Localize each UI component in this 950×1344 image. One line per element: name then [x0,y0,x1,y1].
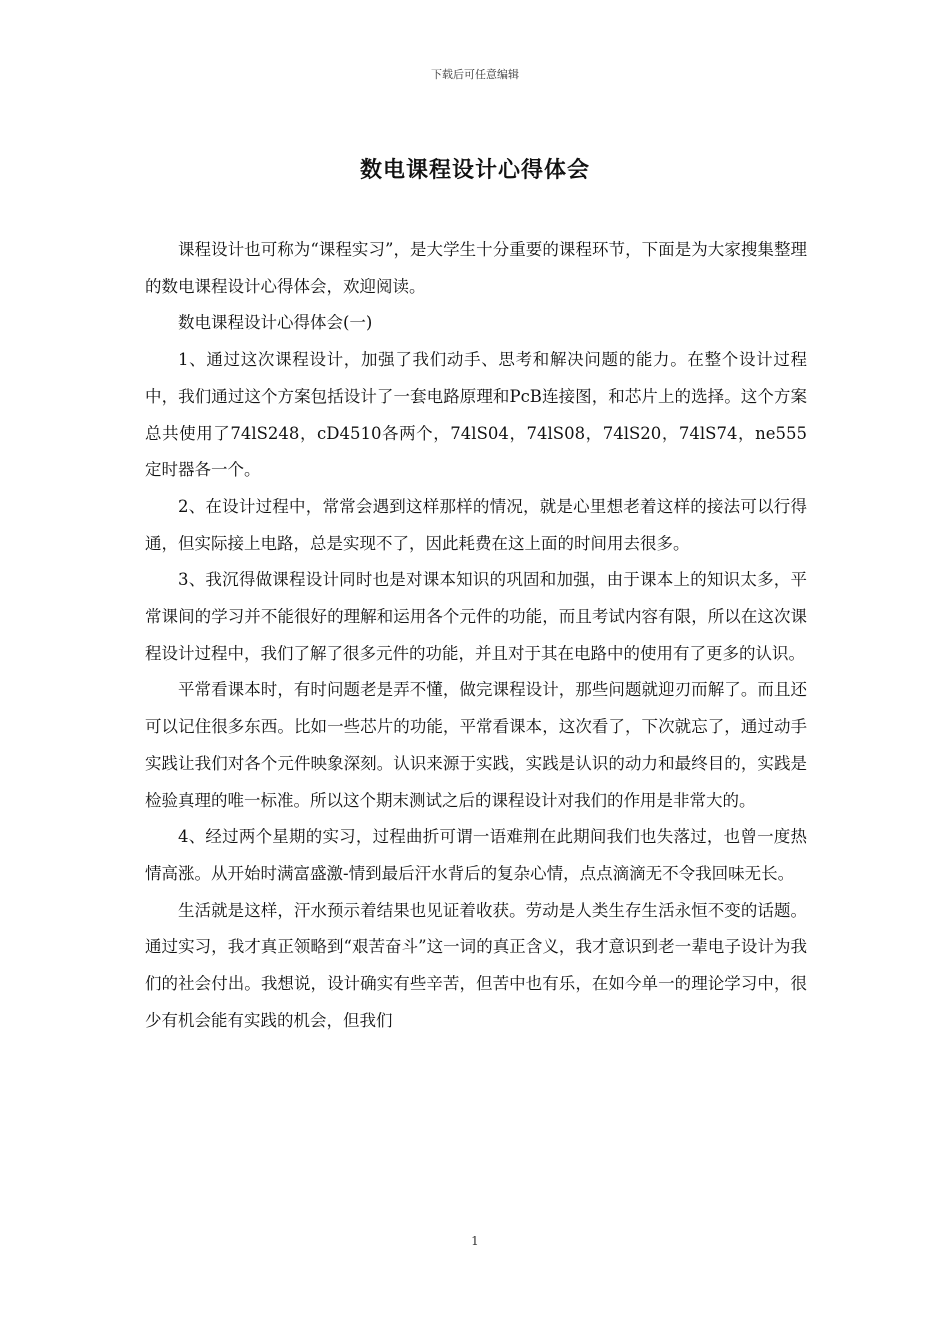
document-title: 数电课程设计心得体会 [359,157,590,183]
document-body [145,232,807,1039]
page-number: 1 [471,1234,479,1248]
body-paragraph: 1、通过这次课程设计，加强了我们动手、思考和解决问题的能力。在整个设计过程中，我们通过这个方案包括设计了一套电路原理和PcB连接图，和芯片上的选择。这个方案总共使用了74lS248，cD4510各两个，74lS04，74lS08，74lS20，74lS74，ne555定时器各一个。 [145,350,807,480]
section-heading: 数电课程设计心得体会(一) [178,313,373,333]
body-paragraph: 生活就是这样，汗水预示着结果也见证着收获。劳动是人类生存生活永恒不变的话题。通过实习，我才真正领略到“艰苦奋斗”这一词的真正含义，我才意识到老一辈电子设计为我们的社会付出。我想说，设计确实有些辛苦，但苦中也有乐，在如今单一的理论学习中，很少有机会能有实践的机会，但我们 [145,900,807,1030]
intro-paragraph: 课程设计也可称为“课程实习”，是大学生十分重要的课程环节，下面是为大家搜集整理的数电课程设计心得体会，欢迎阅读。 [145,240,807,296]
body-paragraph: 2、在设计过程中，常常会遇到这样那样的情况，就是心里想老着这样的接法可以行得通，但实际接上电路，总是实现不了，因此耗费在这上面的时间用去很多。 [145,496,807,553]
body-paragraph: 3、我沉得做课程设计同时也是对课本知识的巩固和加强，由于课本上的知识太多，平常课间的学习并不能很好的理解和运用各个元件的功能，而且考试内容有限，所以在这次课程设计过程中，我们了解了很多元件的功能，并且对于其在电路中的使用有了更多的认识。 [145,570,807,663]
body-paragraph: 平常看课本时，有时问题老是弄不懂，做完课程设计，那些问题就迎刃而解了。而且还可以记住很多东西。比如一些芯片的功能，平常看课本，这次看了，下次就忘了，通过动手实践让我们对各个元件映象深刻。认识来源于实践，实践是认识的动力和最终目的，实践是检验真理的唯一标准。所以这个期末测试之后的课程设计对我们的作用是非常大的。 [145,680,807,810]
body-paragraph: 4、经过两个星期的实习，过程曲折可谓一语难荆在此期间我们也失落过，也曾一度热情高涨。从开始时满富盛激-情到最后汗水背后的复杂心情，点点滴滴无不令我回味无长。 [145,827,807,883]
page-header-note: 下载后可任意编辑 [431,68,519,81]
